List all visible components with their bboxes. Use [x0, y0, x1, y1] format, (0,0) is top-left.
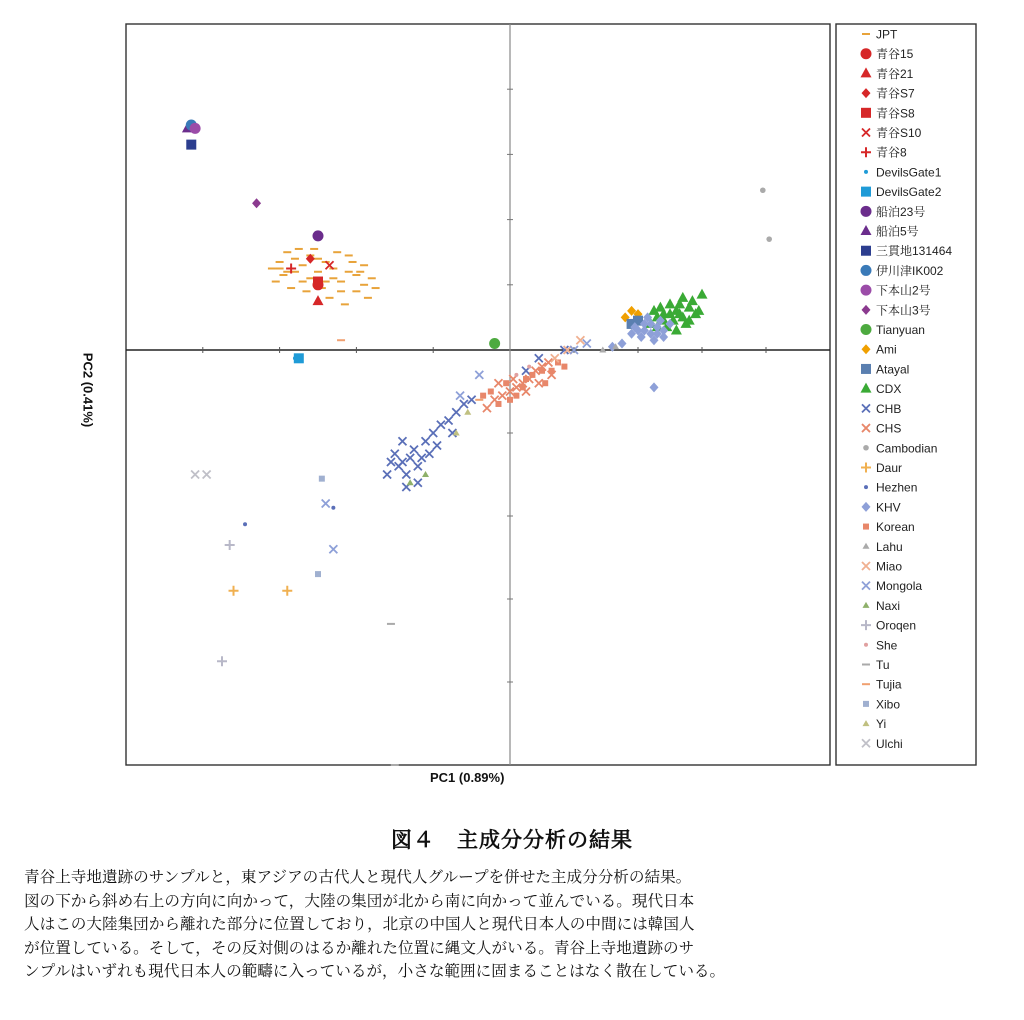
x-axis-label: PC1 (0.89%) — [430, 770, 505, 785]
figure-caption — [24, 866, 1014, 984]
legend-label: Mongola — [876, 579, 923, 594]
legend-entry — [864, 165, 942, 179]
caption-line: 青谷上寺地遺跡のサンプルと，東アジアの古代人と現代人グループを併せた主成分分析の結果。 — [24, 868, 692, 886]
legend-label: Lahu — [876, 539, 903, 554]
legend-label: DevilsGate1 — [876, 165, 942, 180]
data-point — [480, 393, 486, 399]
data-point — [513, 393, 519, 399]
legend-label: Tujia — [876, 677, 902, 692]
legend-label: Tianyuan — [876, 323, 925, 338]
data-point — [313, 277, 323, 287]
legend-marker — [861, 187, 871, 197]
legend-label: CDX — [876, 382, 902, 397]
series-13 — [190, 123, 201, 134]
legend-marker — [861, 246, 871, 256]
series-15 — [489, 338, 500, 349]
series-9 — [313, 230, 324, 241]
legend-label: DevilsGate2 — [876, 185, 942, 200]
legend-label: Daur — [876, 460, 903, 475]
legend-label: 青谷15 — [876, 47, 914, 62]
legend-label: Xibo — [876, 697, 901, 712]
data-point — [549, 368, 555, 374]
caption-line: 図の下から斜め右上の方向に向かって，大陸の集団が北から南に向かって並んでいる。現代日本 — [24, 891, 695, 910]
legend-marker — [861, 265, 872, 276]
y-axis-label: PC2 (0.41%) — [80, 352, 96, 428]
legend-label: KHV — [876, 500, 901, 515]
legend-label: 青谷8 — [876, 145, 907, 160]
legend-label: 青谷S8 — [876, 106, 915, 121]
legend-label: Naxi — [876, 598, 901, 613]
data-point — [243, 522, 247, 526]
legend-label: Ami — [876, 342, 897, 357]
legend-label: Yi — [876, 717, 887, 732]
ylabel-container — [58, 330, 118, 450]
caption-line: が位置している。そして，その反対側のはるか離れた位置に縄文人がいる。青谷上寺地遺跡のサ — [24, 938, 695, 957]
legend-label: JPT — [876, 27, 898, 42]
data-point — [319, 476, 325, 482]
legend-marker — [861, 48, 872, 59]
legend-label: Atayal — [876, 362, 910, 377]
data-point — [331, 506, 335, 510]
legend-label: 青谷S7 — [876, 86, 915, 101]
data-point — [294, 353, 304, 363]
legend-label: Ulchi — [876, 736, 903, 751]
data-point — [489, 338, 500, 349]
legend-marker — [861, 364, 871, 374]
caption-line: 人はこの大陸集団から離れた部分に位置しており，北京の中国人と現代日本人の中間には韓国人 — [24, 915, 695, 933]
data-point — [503, 380, 509, 386]
legend-marker — [864, 170, 868, 174]
legend-label: Korean — [876, 520, 915, 535]
plot-frame — [126, 24, 830, 765]
legend-label: Cambodian — [876, 441, 938, 456]
data-point — [542, 380, 548, 386]
legend-label: 青谷S10 — [876, 126, 922, 141]
data-point — [514, 373, 518, 377]
data-point — [495, 401, 501, 407]
legend-marker — [863, 445, 869, 451]
legend-label: 下本山3号 — [876, 303, 931, 318]
legend-label: 船泊23号 — [876, 204, 926, 219]
data-point — [507, 397, 513, 403]
data-point — [539, 368, 545, 374]
caption-line: ンプルはいずれも現代日本人の範疇に入っているが，小さな範囲に固まることはなく散在している。 — [24, 962, 726, 980]
data-point — [561, 364, 567, 370]
legend-marker — [864, 643, 868, 647]
legend-marker — [861, 206, 872, 217]
data-point — [760, 187, 766, 193]
data-point — [529, 372, 535, 378]
legend-label: CHB — [876, 401, 902, 416]
data-point — [520, 384, 526, 390]
legend-label: 伊川津IK002 — [876, 263, 944, 278]
legend-marker — [861, 108, 871, 118]
legend-label: 三貫地131464 — [876, 244, 953, 259]
data-point — [488, 389, 494, 395]
data-point — [190, 123, 201, 134]
data-point — [313, 230, 324, 241]
legend-label: She — [876, 638, 898, 653]
legend-label: Oroqen — [876, 618, 917, 633]
data-point — [527, 365, 531, 369]
data-point — [315, 571, 321, 577]
legend-label: Hezhen — [876, 480, 918, 495]
legend-marker — [864, 485, 868, 489]
legend-label: Miao — [876, 559, 903, 574]
legend-label: CHS — [876, 421, 902, 436]
series-11 — [186, 140, 196, 150]
data-point — [523, 376, 529, 382]
legend-marker — [861, 324, 872, 335]
figure-title: 図４ 主成分分析の結果 — [391, 828, 633, 852]
legend-marker — [863, 524, 869, 530]
legend-label: 青谷21 — [876, 66, 914, 81]
series-8 — [294, 353, 304, 363]
legend-label: 船泊5号 — [876, 224, 919, 239]
legend-marker — [861, 285, 872, 296]
legend-label: Tu — [876, 657, 890, 672]
legend-label: 下本山2号 — [876, 283, 931, 298]
data-point — [186, 140, 196, 150]
data-point — [766, 236, 772, 242]
legend-marker — [863, 701, 869, 707]
series-4 — [313, 277, 323, 287]
